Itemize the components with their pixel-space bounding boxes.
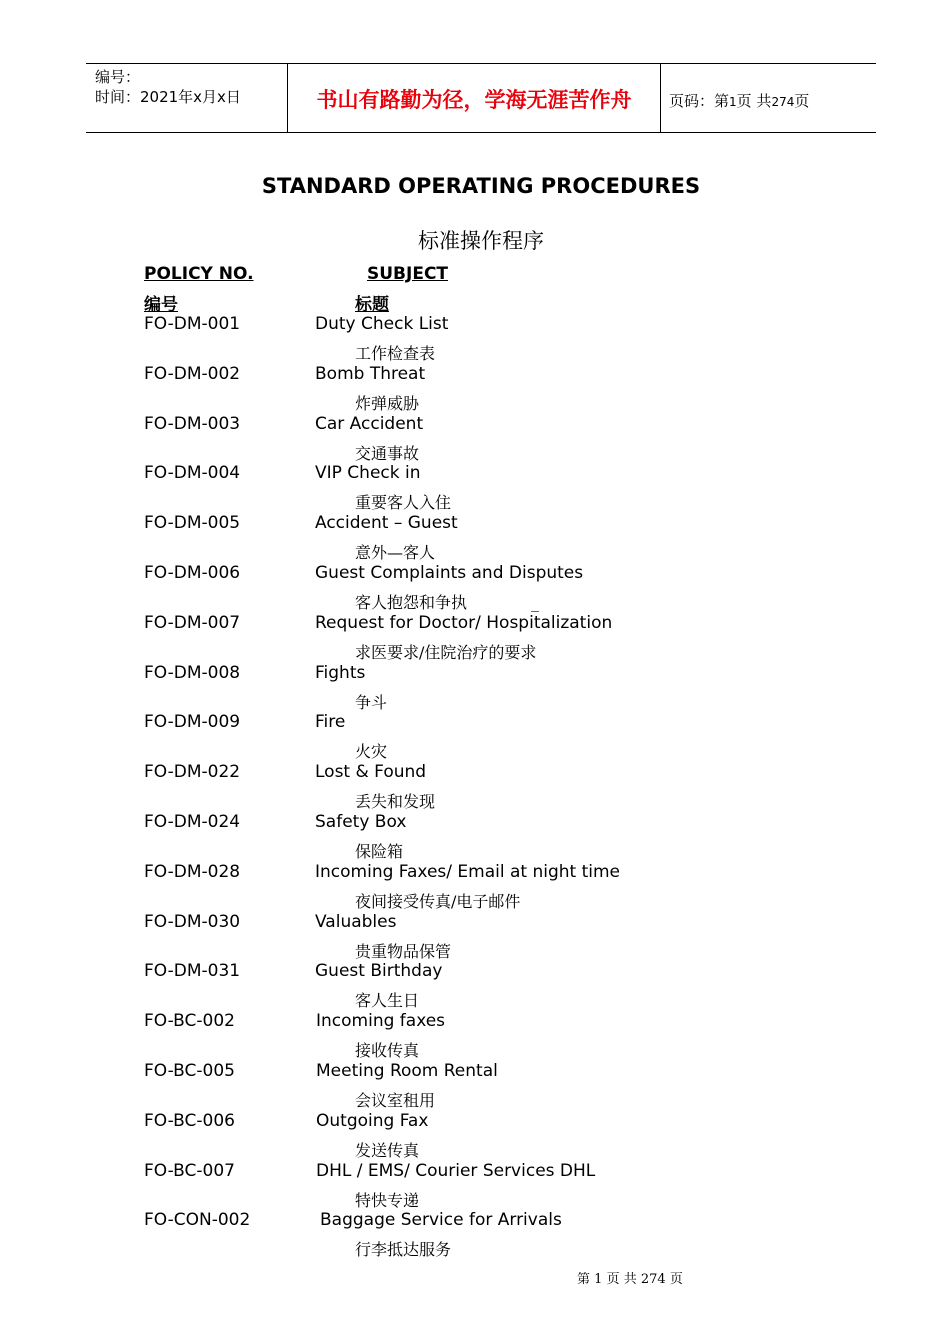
footer-suffix: 页 <box>669 1272 683 1287</box>
policy-code: FO-DM-002 <box>144 363 241 384</box>
column-header-subject-zh: 标题 <box>355 295 389 315</box>
policy-subject-zh: 求医要求/住院治疗的要求 <box>355 642 537 662</box>
page-suffix: 页 <box>794 92 810 110</box>
policy-subject-en: Outgoing Fax <box>316 1110 429 1131</box>
policy-subject-zh: 火灾 <box>355 742 388 762</box>
column-header-subject-en: SUBJECT <box>367 264 449 284</box>
policy-subject-zh: 行李抵达服务 <box>355 1240 452 1260</box>
policy-subject-en: Fights <box>315 662 366 683</box>
page-total: 274 <box>771 95 795 109</box>
policy-code: FO-DM-003 <box>144 413 241 434</box>
policy-subject-en: Guest Complaints and Disputes <box>315 563 584 583</box>
policy-subject-en: Valuables <box>315 911 397 932</box>
policy-code: FO-CON-002 <box>144 1210 251 1231</box>
policy-subject-zh: 贵重物品保管 <box>355 941 452 961</box>
policy-subject-zh: 发送传真 <box>355 1140 420 1160</box>
page-footer <box>577 1268 683 1287</box>
policy-subject-zh: 会议室租用 <box>355 1091 436 1110</box>
policy-code: FO-DM-024 <box>144 812 241 832</box>
policy-subject-zh: 炸弹威胁 <box>355 393 420 413</box>
policy-code: FO-DM-008 <box>144 662 241 683</box>
policy-subject-en: Incoming Faxes/ Email at night time <box>315 861 621 882</box>
policy-code: FO-DM-004 <box>144 463 241 484</box>
header-page-number <box>669 90 809 111</box>
policy-subject-zh: 工作检查表 <box>355 344 436 363</box>
policy-subject-en: Meeting Room Rental <box>316 1061 498 1081</box>
column-header-policy-en: POLICY NO. <box>144 264 254 284</box>
policy-subject-zh: 意外—客人 <box>355 543 436 563</box>
policy-code: FO-DM-005 <box>144 513 241 534</box>
policy-code: FO-BC-002 <box>144 1011 235 1032</box>
policy-subject-en: Request for Doctor/ Hospitalization <box>315 612 613 633</box>
policy-subject-zh: 丢失和发现 <box>355 792 436 812</box>
policy-subject-en: VIP Check in <box>315 463 421 484</box>
policy-code: FO-BC-007 <box>144 1160 235 1181</box>
policy-code: FO-BC-006 <box>144 1110 235 1131</box>
header-divider <box>660 64 661 132</box>
header-meta <box>95 67 241 107</box>
page-mid: 页 共 <box>736 92 772 110</box>
policy-subject-zh: 特快专递 <box>355 1190 420 1210</box>
policy-code: FO-DM-022 <box>144 762 241 783</box>
policy-subject-en: Baggage Service for Arrivals <box>320 1210 562 1231</box>
header-motto: 书山有路勤为径，学海无涯苦作舟 <box>316 88 632 112</box>
policy-subject-en: Incoming faxes <box>316 1011 446 1032</box>
footer-total: 274 <box>640 1272 666 1287</box>
footer-prefix: 第 <box>577 1272 591 1287</box>
policy-code: FO-DM-009 <box>144 712 241 733</box>
policy-subject-en: Car Accident <box>315 413 424 434</box>
policy-code: FO-DM-007 <box>144 612 241 633</box>
policy-code: FO-DM-030 <box>144 911 241 932</box>
policy-subject-zh: 争斗 <box>355 692 388 712</box>
policy-subject-en: Bomb Threat <box>315 363 426 384</box>
policy-subject-zh: 交通事故 <box>355 443 420 463</box>
serial-label: 编号： <box>95 68 141 86</box>
column-header-policy-zh: 编号 <box>144 295 178 315</box>
policy-subject-zh: 重要客人入住 <box>355 493 452 513</box>
policy-subject-zh: 接收传真 <box>355 1041 420 1061</box>
footer-mid: 页 共 <box>606 1272 637 1287</box>
policy-code: FO-DM-031 <box>144 961 241 982</box>
policy-subject-en: DHL / EMS/ Courier Services DHL <box>316 1160 596 1181</box>
document-title: STANDARD OPERATING PROCEDURES <box>261 174 701 198</box>
policy-code: FO-DM-006 <box>144 563 241 583</box>
policy-code: FO-DM-028 <box>144 861 241 882</box>
policy-subject-zh: 客人生日 <box>355 991 420 1011</box>
policy-code: FO-BC-005 <box>144 1061 235 1081</box>
policy-subject-zh: 夜间接受传真/电子邮件 <box>355 891 521 911</box>
policy-subject-en: Accident – Guest <box>315 513 458 534</box>
date-label: 时间：2021年x月x日 <box>95 88 241 106</box>
footer-current: 1 <box>594 1272 603 1287</box>
page-current: 1 <box>729 95 737 109</box>
document-subtitle: 标准操作程序 <box>418 229 544 253</box>
policy-subject-zh: 客人抱怨和争执 _ <box>355 593 540 612</box>
policy-code: FO-DM-001 <box>144 314 241 334</box>
policy-subject-en: Lost & Found <box>315 762 427 783</box>
page-prefix: 页码：第 <box>669 92 730 110</box>
page-header <box>86 63 876 133</box>
policy-subject-en: Duty Check List <box>315 314 449 334</box>
policy-subject-en: Fire <box>315 712 346 733</box>
policy-subject-en: Guest Birthday <box>315 961 443 982</box>
policy-subject-zh: 保险箱 <box>355 842 404 861</box>
policy-subject-en: Safety Box <box>315 812 407 832</box>
